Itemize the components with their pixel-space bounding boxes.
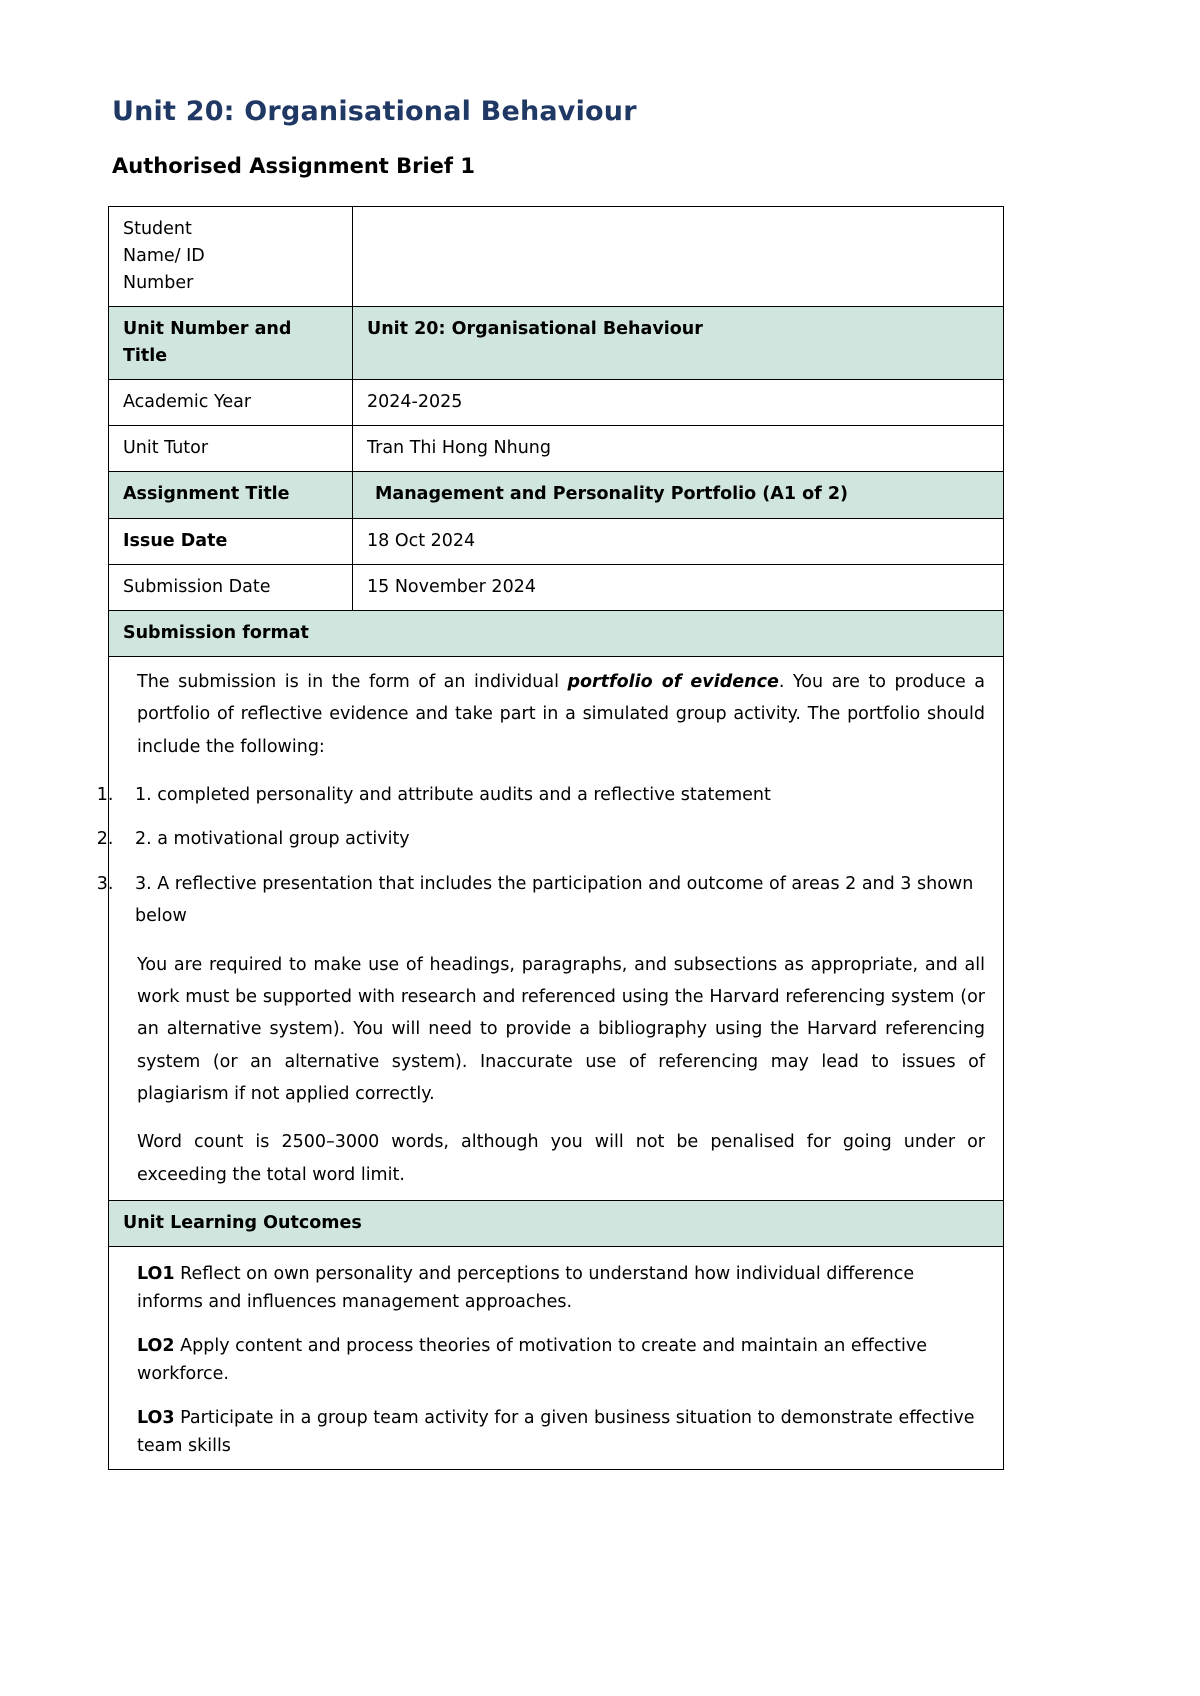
- learning-outcome-text: Participate in a group team activity for a given business situation to demonstrate effective team skills: [137, 1408, 975, 1457]
- list-item: 1. 1. completed personality and attribute audits and a reflective statement: [119, 779, 991, 811]
- submission-intro-before: The submission is in the form of an individual: [137, 671, 568, 692]
- section-heading-learning-outcomes: Unit Learning Outcomes: [109, 1201, 1004, 1247]
- learning-outcome-tag: LO2: [137, 1336, 175, 1357]
- table-row-unit-number-title: [109, 306, 1004, 379]
- row-label-student: [109, 206, 353, 306]
- page-subtitle: Authorised Assignment Brief 1: [112, 154, 475, 179]
- row-label-unit-number-title: Unit Number and Title: [109, 306, 353, 379]
- table-row-issue-date: [109, 518, 1004, 564]
- row-value-academic-year: 2024-2025: [353, 380, 1004, 426]
- assignment-brief-table: [108, 206, 1004, 1471]
- row-value-assignment-title: Management and Personality Portfolio (A1 of 2): [353, 472, 1004, 518]
- row-label-submission-date: Submission Date: [109, 564, 353, 610]
- learning-outcome-item: [137, 1332, 985, 1388]
- row-value-student[interactable]: [353, 206, 1004, 306]
- table-row-academic-year: [109, 380, 1004, 426]
- row-label-academic-year: Academic Year: [109, 380, 353, 426]
- table-row-submission-format-body: [109, 656, 1004, 1200]
- table-row-submission-date: [109, 564, 1004, 610]
- submission-intro-paragraph: [123, 666, 991, 763]
- row-label-unit-tutor: Unit Tutor: [109, 426, 353, 472]
- row-value-issue-date: 18 Oct 2024: [353, 518, 1004, 564]
- submission-referencing-paragraph: You are required to make use of headings, paragraphs, and subsections as appropriate, and all work must be supported with research and referenced using the Harvard referencing system (or an alternative system). You will need to provide a bibliography using the Harvard referencing system (or an alternative system). Inaccurate use of referencing may lead to issues of plagiarism if not applied correctly.: [137, 954, 985, 1105]
- page-title: Unit 20: Organisational Behaviour: [112, 96, 637, 127]
- table-row-student: [109, 206, 1004, 306]
- table-row-learning-outcomes-heading: [109, 1201, 1004, 1247]
- submission-requirements-list: [89, 779, 991, 933]
- submission-wordcount-paragraph: Word count is 2500–3000 words, although you will not be penalised for going under or exceeding the total word limit.: [137, 1132, 985, 1185]
- section-heading-submission-format: Submission format: [109, 610, 1004, 656]
- document-content: [108, 96, 1004, 1470]
- row-value-unit-number-title: Unit 20: Organisational Behaviour: [353, 306, 1004, 379]
- row-label-assignment-title: Assignment Title: [109, 472, 353, 518]
- learning-outcome-text: Reflect on own personality and perceptions to understand how individual difference informs and influences management approaches.: [137, 1264, 915, 1313]
- student-label-line1: Student: [123, 218, 192, 239]
- submission-intro-emphasis: portfolio of evidence: [567, 671, 779, 692]
- list-item: 3. 3. A reflective presentation that includes the participation and outcome of areas 2 and 3 shown below: [119, 868, 991, 933]
- student-label-line3: Number: [123, 272, 194, 293]
- list-item: 2. 2. a motivational group activity: [119, 823, 991, 855]
- section-body-learning-outcomes: [109, 1247, 1004, 1470]
- row-value-unit-tutor: Tran Thi Hong Nhung: [353, 426, 1004, 472]
- row-label-issue-date: Issue Date: [109, 518, 353, 564]
- table-row-unit-tutor: [109, 426, 1004, 472]
- learning-outcomes-list: [123, 1256, 991, 1460]
- learning-outcome-item: [137, 1260, 985, 1316]
- learning-outcome-tag: LO1: [137, 1264, 175, 1285]
- learning-outcome-tag: LO3: [137, 1408, 175, 1429]
- row-value-submission-date: 15 November 2024: [353, 564, 1004, 610]
- table-row-submission-format-heading: [109, 610, 1004, 656]
- submission-intro-after: . You are to produce a portfolio of reflective evidence and take part in a simulated group activity. The portfolio should include the following:: [137, 671, 985, 757]
- learning-outcome-text: Apply content and process theories of motivation to create and maintain an effective workforce.: [137, 1336, 927, 1385]
- section-body-submission-format: [109, 656, 1004, 1200]
- table-row-assignment-title: [109, 472, 1004, 518]
- learning-outcome-item: [137, 1404, 985, 1460]
- student-label-line2: Name/ ID: [123, 245, 205, 266]
- table-row-learning-outcomes-body: [109, 1247, 1004, 1470]
